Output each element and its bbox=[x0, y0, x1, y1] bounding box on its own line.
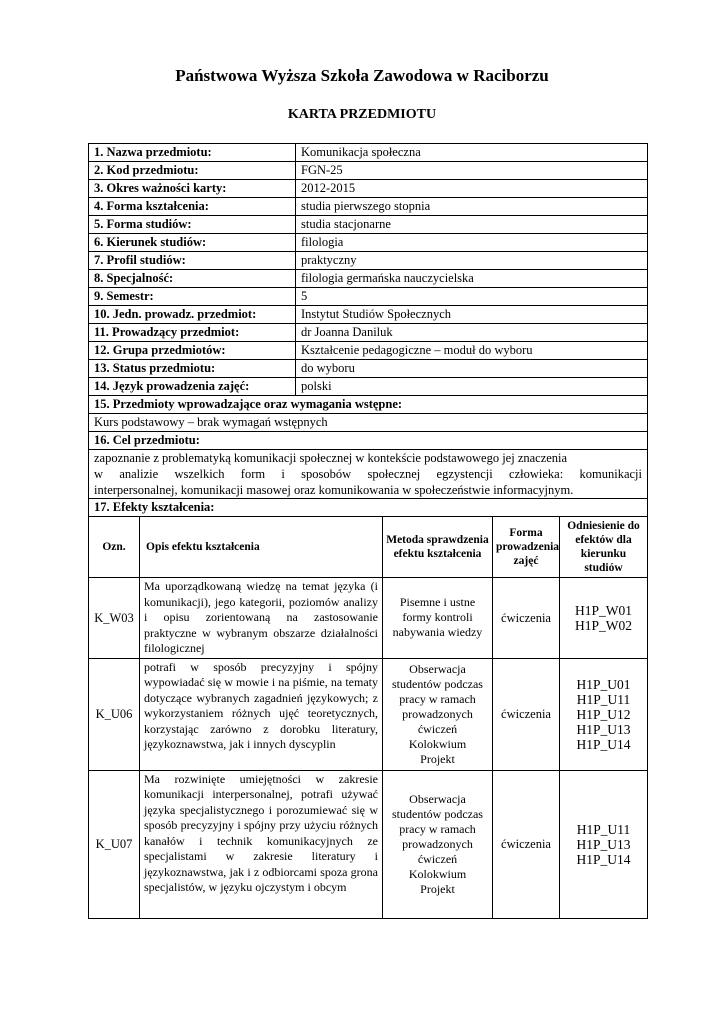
field-label: 7. Profil studiów: bbox=[89, 252, 296, 270]
outcome-method: Obserwacja studentów podczas pracy w ramach prowadzonych ćwiczeń Kolokwium Projekt bbox=[383, 658, 493, 770]
institution-title: Państwowa Wyższa Szkoła Zawodowa w Raciborzu bbox=[175, 66, 549, 85]
section-15-title: 15. Przedmioty wprowadzające oraz wymagania wstępne: bbox=[89, 396, 648, 414]
course-card-form bbox=[88, 143, 647, 919]
field-label: 4. Forma kształcenia: bbox=[89, 198, 296, 216]
outcome-code: K_W03 bbox=[89, 578, 140, 659]
section-17-header bbox=[89, 499, 648, 517]
field-value: polski bbox=[296, 378, 648, 396]
outcome-description: Ma rozwinięte umiejętności w zakresie komunikacji interpersonalnej, potrafi używać języka specjalistycznego i porozumiewać się w sposób precyzyjny i spójny przy użyciu różnych kanałów i technik komunikacyjnych ze specjalistami w zakresie literatury i językoznawstwa, jak i z odbiorcami spoza grona specjalistów, w języku ojczystym i obcym bbox=[140, 770, 383, 918]
info-row bbox=[89, 180, 648, 198]
field-value: studia stacjonarne bbox=[296, 216, 648, 234]
section-16-title: 16. Cel przedmiotu: bbox=[89, 432, 648, 450]
outcome-row bbox=[89, 770, 648, 918]
field-value: do wyboru bbox=[296, 360, 648, 378]
outcomes-header-row bbox=[89, 517, 648, 578]
learning-outcomes-table bbox=[88, 516, 648, 919]
field-value: filologia germańska nauczycielska bbox=[296, 270, 648, 288]
outcome-references: H1P_U01 H1P_U11 H1P_U12 H1P_U13 H1P_U14 bbox=[560, 658, 648, 770]
field-value: 2012-2015 bbox=[296, 180, 648, 198]
field-label: 2. Kod przedmiotu: bbox=[89, 162, 296, 180]
field-value: Komunikacja społeczna bbox=[296, 144, 648, 162]
info-row bbox=[89, 252, 648, 270]
info-row bbox=[89, 306, 648, 324]
field-label: 11. Prowadzący przedmiot: bbox=[89, 324, 296, 342]
field-label: 6. Kierunek studiów: bbox=[89, 234, 296, 252]
field-value: praktyczny bbox=[296, 252, 648, 270]
outcome-form: ćwiczenia bbox=[493, 658, 560, 770]
info-row bbox=[89, 342, 648, 360]
field-value: 5 bbox=[296, 288, 648, 306]
course-goal-line-3: interpersonalnej, komunikacji masowej oraz komunikowania w społeczeństwie informacyjnym. bbox=[94, 483, 574, 497]
field-value: Instytut Studiów Społecznych bbox=[296, 306, 648, 324]
field-label: 5. Forma studiów: bbox=[89, 216, 296, 234]
outcome-references: H1P_U11 H1P_U13 H1P_U14 bbox=[560, 770, 648, 918]
field-value: studia pierwszego stopnia bbox=[296, 198, 648, 216]
outcome-method: Pisemne i ustne formy kontroli nabywania wiedzy bbox=[383, 578, 493, 659]
field-label: 10. Jedn. prowadz. przedmiot: bbox=[89, 306, 296, 324]
header-references: Odniesienie do efektów dla kierunku studiów bbox=[560, 517, 648, 578]
field-value: dr Joanna Daniluk bbox=[296, 324, 648, 342]
outcome-form: ćwiczenia bbox=[493, 578, 560, 659]
outcome-method: Obserwacja studentów podczas pracy w ramach prowadzonych ćwiczeń Kolokwium Projekt bbox=[383, 770, 493, 918]
field-value: Kształcenie pedagogiczne – moduł do wyboru bbox=[296, 342, 648, 360]
header-description: Opis efektu kształcenia bbox=[140, 517, 383, 578]
section-15-header bbox=[89, 396, 648, 414]
info-row bbox=[89, 378, 648, 396]
field-value: FGN-25 bbox=[296, 162, 648, 180]
field-value: filologia bbox=[296, 234, 648, 252]
header-form: Forma prowadzenia zajęć bbox=[493, 517, 560, 578]
info-row bbox=[89, 324, 648, 342]
course-goal-line-2: w analizie wszelkich form i sposobów społecznej egzystencji człowieka: komunikacji bbox=[94, 467, 642, 481]
field-label: 14. Język prowadzenia zajęć: bbox=[89, 378, 296, 396]
section-16-header bbox=[89, 432, 648, 450]
section-17-title: 17. Efekty kształcenia: bbox=[89, 499, 648, 517]
field-label: 13. Status przedmiotu: bbox=[89, 360, 296, 378]
field-label: 1. Nazwa przedmiotu: bbox=[89, 144, 296, 162]
course-goal-line-1: zapoznanie z problematyką komunikacji społecznej w kontekście podstawowego jej znaczenia bbox=[94, 451, 568, 465]
info-row bbox=[89, 216, 648, 234]
field-label: 12. Grupa przedmiotów: bbox=[89, 342, 296, 360]
outcome-form: ćwiczenia bbox=[493, 770, 560, 918]
info-row bbox=[89, 288, 648, 306]
outcome-row bbox=[89, 578, 648, 659]
header-method: Metoda sprawdzenia efektu kształcenia bbox=[383, 517, 493, 578]
info-row bbox=[89, 198, 648, 216]
section-16-content bbox=[89, 450, 648, 499]
header-code: Ozn. bbox=[89, 517, 140, 578]
info-row bbox=[89, 234, 648, 252]
section-15-content bbox=[89, 414, 648, 432]
prerequisites-text: Kurs podstawowy – brak wymagań wstępnych bbox=[89, 414, 648, 432]
outcome-code: K_U06 bbox=[89, 658, 140, 770]
course-goal bbox=[89, 450, 648, 499]
outcome-row bbox=[89, 658, 648, 770]
outcome-description: Ma uporządkowaną wiedzę na temat języka (i komunikacji), jego kategorii, poziomów analizy i opisu zorientowaną na zastosowanie praktyczne w wybranym obszarze działalności filologicznej bbox=[140, 578, 383, 659]
outcome-description: potrafi w sposób precyzyjny i spójny wypowiadać się w mowie i na piśmie, na tematy dotyczące wybranych zagadnień językowych; z wykorzystaniem różnych ujęć teoretycznych, korzystając zarówno z dorobku literatury, językoznawstwa, jak i innych dyscyplin bbox=[140, 658, 383, 770]
info-row bbox=[89, 360, 648, 378]
info-row bbox=[89, 144, 648, 162]
field-label: 3. Okres ważności karty: bbox=[89, 180, 296, 198]
info-row bbox=[89, 270, 648, 288]
outcome-code: K_U07 bbox=[89, 770, 140, 918]
info-row bbox=[89, 162, 648, 180]
field-label: 9. Semestr: bbox=[89, 288, 296, 306]
document-title: KARTA PRZEDMIOTU bbox=[287, 107, 437, 122]
outcome-references: H1P_W01 H1P_W02 bbox=[560, 578, 648, 659]
course-info-table bbox=[88, 143, 648, 517]
field-label: 8. Specjalność: bbox=[89, 270, 296, 288]
